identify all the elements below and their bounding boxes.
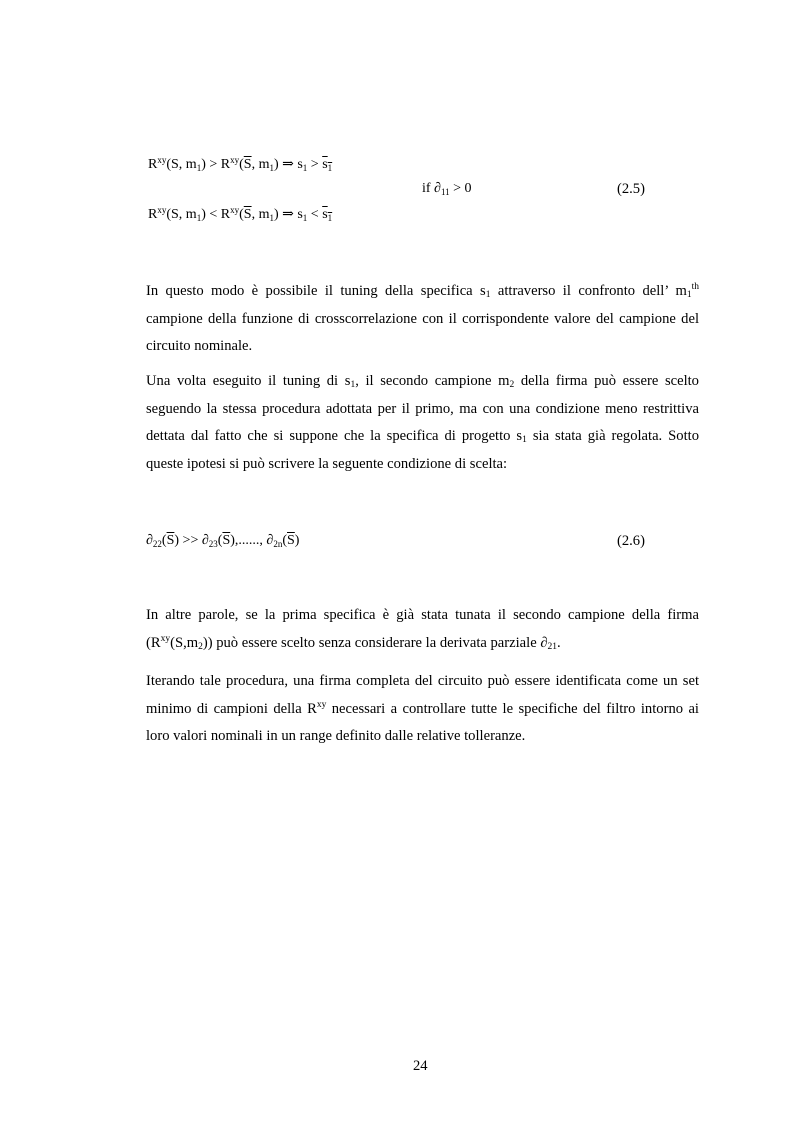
equation-2-5-line-2: $R^{xy}(S$, $m_1) < R^{xy}(\overline{S}$, $m_1$) ⇒ $s_1 < s_1$ xyxy=(148,205,333,223)
equation-2-5-number: (2.5) xyxy=(617,181,645,197)
paragraph-second-sample: Una volta eseguito il tuning di $s_1$, il secondo campione $m_2$ della firma può essere scelto seguendo la stessa procedura adottata per il primo, ma con una condizione meno restrittiva dettata dal fatto che si suppone che la specifica di progetto $s_1$ sia stata già regolata. Sotto queste ipotesi si può scrivere la seguente condizione di scelta: xyxy=(146,373,699,472)
paragraph-tuning: In questo modo è possibile il tuning della specifica $s_1$ attraverso il confronto dell’ $m_1^{th}$ campione della funzione di crosscorrelazione con il corrispondente valore del campione del circuito nominale. xyxy=(146,282,699,354)
equation-2-6-number: (2.6) xyxy=(617,533,645,549)
page-number: 24 xyxy=(413,1058,428,1074)
equation-2-5-line-1: $R^{xy}(S$, $m_1) > R^{xy}(\overline{S}$, $m_1$) ⇒ $s_1 > s_1$ xyxy=(148,155,333,173)
equation-2-6: $\partial_{22}(\overline{S}) >> \partial_{23}(\overline{S})$,......, $\partial_{2n}(\overline{S})$ xyxy=(146,533,300,549)
equation-2-5-condition: if $\partial_{11} > 0$ xyxy=(422,181,472,197)
paragraph-other-words: In altre parole, se la prima specifica è già stata tunata il secondo campione della firma $(R^{xy}(S,m_2))$ può essere scelto senza considerare la derivata parziale $\partial_{21}$. xyxy=(146,607,699,652)
paragraph-iteration: Iterando tale procedura, una firma completa del circuito può essere identificata come un set minimo di campioni della $R^{xy}$ necessari a controllare tutte le specifiche del filtro intorno ai loro valori nominali in un range definito dalle relative tolleranze. xyxy=(146,673,699,744)
